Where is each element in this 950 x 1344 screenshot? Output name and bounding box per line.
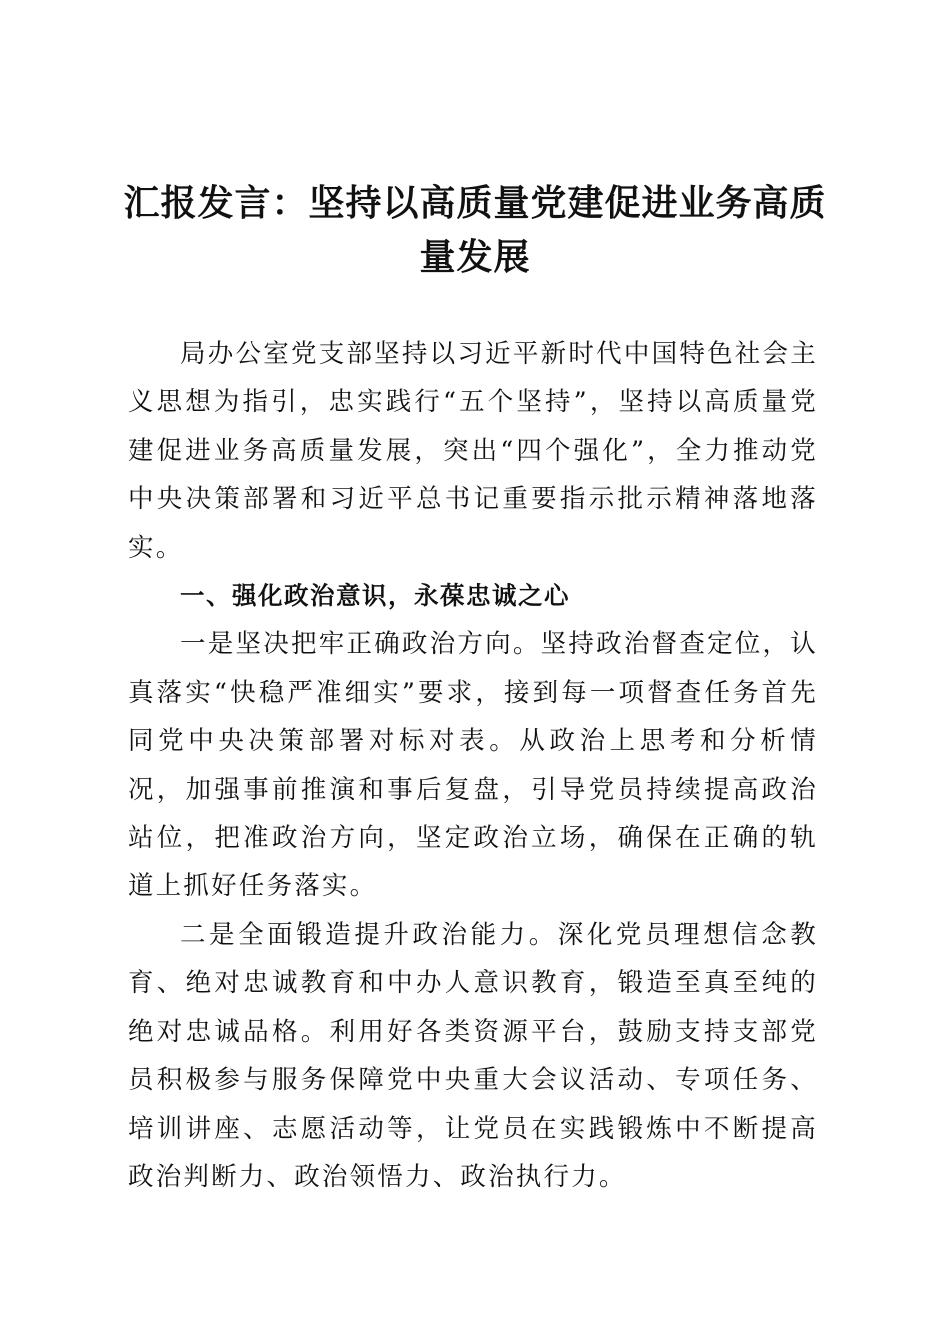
section-heading: 一、强化政治意识，永葆忠诚之心	[180, 581, 570, 611]
document-title: 汇报发言：坚持以高质量党建促进业务高质量发展	[123, 182, 827, 278]
document-body	[128, 330, 818, 1201]
body-paragraph-2: 二是全面锻造提升政治能力。深化党员理想信念教育、绝对忠诚教育和中办人意识教育，锻造至真至纯的绝对忠诚品格。利用好各类资源平台，鼓励支持支部党员积极参与服务保障党中央重大会议活动、专项任务、培训讲座、志愿活动等，让党员在实践锻炼中不断提高政治判断力、政治领悟力、政治执行力。	[128, 919, 818, 1192]
body-paragraph-1: 一是坚决把牢正确政治方向。坚持政治督查定位，认真落实“快稳严准细实”要求，接到每一项督查任务首先同党中央决策部署对标对表。从政治上思考和分析情况，加强事前推演和事后复盘，引导党员持续提高政治站位，把准政治方向，坚定政治立场，确保在正确的轨道上抓好任务落实。	[128, 629, 818, 902]
intro-paragraph: 局办公室党支部坚持以习近平新时代中国特色社会主义思想为指引，忠实践行“五个坚持”，坚持以高质量党建促进业务高质量发展，突出“四个强化”，全力推动党中央决策部署和习近平总书记重要指示批示精神落地落实。	[128, 339, 818, 563]
